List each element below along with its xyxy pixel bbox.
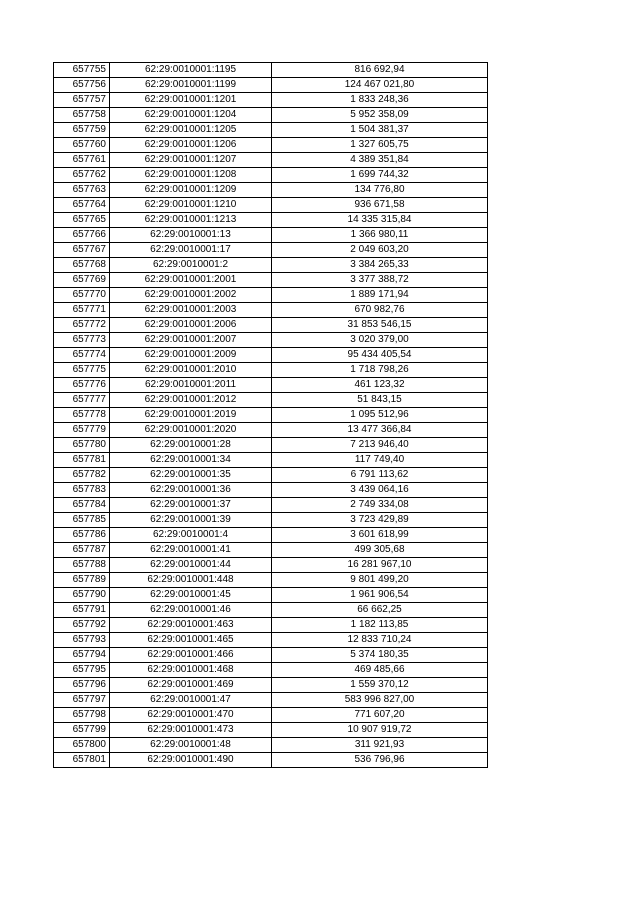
cadastral-value-cell: 13 477 366,84: [272, 423, 488, 438]
cadastral-value-cell: 499 305,68: [272, 543, 488, 558]
cadastral-number-cell: 62:29:0010001:34: [110, 453, 272, 468]
cadastral-value-cell: 3 020 379,00: [272, 333, 488, 348]
table-row: [54, 78, 488, 93]
cadastral-number-cell: 62:29:0010001:45: [110, 588, 272, 603]
table-row: [54, 183, 488, 198]
table-row: [54, 738, 488, 753]
cadastral-value-cell: 1 699 744,32: [272, 168, 488, 183]
table-row: [54, 483, 488, 498]
cadastral-value-cell: 461 123,32: [272, 378, 488, 393]
cadastral-value-cell: 771 607,20: [272, 708, 488, 723]
cadastral-number-cell: 62:29:0010001:1195: [110, 63, 272, 78]
table-row: [54, 273, 488, 288]
table-row: [54, 573, 488, 588]
row-id-cell: 657774: [54, 348, 110, 363]
table-row: [54, 453, 488, 468]
row-id-cell: 657758: [54, 108, 110, 123]
table-row: [54, 513, 488, 528]
cadastral-value-cell: 9 801 499,20: [272, 573, 488, 588]
cadastral-value-cell: 2 749 334,08: [272, 498, 488, 513]
table-row: [54, 258, 488, 273]
cadastral-value-cell: 1 366 980,11: [272, 228, 488, 243]
cadastral-value-cell: 134 776,80: [272, 183, 488, 198]
row-id-cell: 657785: [54, 513, 110, 528]
cadastral-value-cell: 31 853 546,15: [272, 318, 488, 333]
cadastral-value-cell: 3 384 265,33: [272, 258, 488, 273]
cadastral-value-cell: 5 374 180,35: [272, 648, 488, 663]
cadastral-number-cell: 62:29:0010001:465: [110, 633, 272, 648]
row-id-cell: 657800: [54, 738, 110, 753]
row-id-cell: 657763: [54, 183, 110, 198]
cadastral-number-cell: 62:29:0010001:39: [110, 513, 272, 528]
cadastral-number-cell: 62:29:0010001:4: [110, 528, 272, 543]
cadastral-value-cell: 1 559 370,12: [272, 678, 488, 693]
cadastral-value-cell: 5 952 358,09: [272, 108, 488, 123]
table-row: [54, 498, 488, 513]
table-row: [54, 123, 488, 138]
row-id-cell: 657798: [54, 708, 110, 723]
cadastral-number-cell: 62:29:0010001:36: [110, 483, 272, 498]
cadastral-number-cell: 62:29:0010001:2006: [110, 318, 272, 333]
cadastral-number-cell: 62:29:0010001:1207: [110, 153, 272, 168]
cadastral-value-cell: 1 833 248,36: [272, 93, 488, 108]
table-row: [54, 468, 488, 483]
table-row: [54, 528, 488, 543]
cadastral-number-cell: 62:29:0010001:470: [110, 708, 272, 723]
cadastral-number-cell: 62:29:0010001:1199: [110, 78, 272, 93]
cadastral-value-cell: 816 692,94: [272, 63, 488, 78]
cadastral-number-cell: 62:29:0010001:35: [110, 468, 272, 483]
cadastral-number-cell: 62:29:0010001:1213: [110, 213, 272, 228]
cadastral-value-cell: 3 723 429,89: [272, 513, 488, 528]
cadastral-value-cell: 6 791 113,62: [272, 468, 488, 483]
cadastral-number-cell: 62:29:0010001:2012: [110, 393, 272, 408]
table-row: [54, 753, 488, 768]
table-row: [54, 318, 488, 333]
cadastral-number-cell: 62:29:0010001:468: [110, 663, 272, 678]
cadastral-number-cell: 62:29:0010001:2019: [110, 408, 272, 423]
row-id-cell: 657760: [54, 138, 110, 153]
row-id-cell: 657788: [54, 558, 110, 573]
table-row: [54, 588, 488, 603]
cadastral-number-cell: 62:29:0010001:2020: [110, 423, 272, 438]
row-id-cell: 657771: [54, 303, 110, 318]
row-id-cell: 657792: [54, 618, 110, 633]
cadastral-number-cell: 62:29:0010001:1206: [110, 138, 272, 153]
table-row: [54, 438, 488, 453]
cadastral-value-table: [53, 62, 488, 768]
cadastral-value-cell: 1 327 605,75: [272, 138, 488, 153]
row-id-cell: 657781: [54, 453, 110, 468]
table-row: [54, 543, 488, 558]
cadastral-value-cell: 4 389 351,84: [272, 153, 488, 168]
cadastral-value-cell: 12 833 710,24: [272, 633, 488, 648]
cadastral-number-cell: 62:29:0010001:2007: [110, 333, 272, 348]
cadastral-value-cell: 7 213 946,40: [272, 438, 488, 453]
table-row: [54, 108, 488, 123]
row-id-cell: 657789: [54, 573, 110, 588]
row-id-cell: 657791: [54, 603, 110, 618]
cadastral-value-cell: 2 049 603,20: [272, 243, 488, 258]
cadastral-value-cell: 1 182 113,85: [272, 618, 488, 633]
cadastral-value-cell: 536 796,96: [272, 753, 488, 768]
cadastral-number-cell: 62:29:0010001:13: [110, 228, 272, 243]
row-id-cell: 657787: [54, 543, 110, 558]
row-id-cell: 657797: [54, 693, 110, 708]
cadastral-value-cell: 95 434 405,54: [272, 348, 488, 363]
table-row: [54, 333, 488, 348]
cadastral-number-cell: 62:29:0010001:469: [110, 678, 272, 693]
cadastral-value-cell: 583 996 827,00: [272, 693, 488, 708]
cadastral-value-cell: 3 439 064,16: [272, 483, 488, 498]
cadastral-number-cell: 62:29:0010001:28: [110, 438, 272, 453]
cadastral-number-cell: 62:29:0010001:37: [110, 498, 272, 513]
cadastral-value-cell: 1 889 171,94: [272, 288, 488, 303]
table-row: [54, 708, 488, 723]
table-body: [54, 63, 488, 768]
cadastral-number-cell: 62:29:0010001:44: [110, 558, 272, 573]
cadastral-number-cell: 62:29:0010001:2010: [110, 363, 272, 378]
cadastral-value-cell: 311 921,93: [272, 738, 488, 753]
table-row: [54, 378, 488, 393]
table-row: [54, 303, 488, 318]
row-id-cell: 657768: [54, 258, 110, 273]
table-row: [54, 393, 488, 408]
cadastral-number-cell: 62:29:0010001:1201: [110, 93, 272, 108]
row-id-cell: 657783: [54, 483, 110, 498]
cadastral-number-cell: 62:29:0010001:1209: [110, 183, 272, 198]
row-id-cell: 657782: [54, 468, 110, 483]
row-id-cell: 657801: [54, 753, 110, 768]
table-row: [54, 408, 488, 423]
cadastral-value-cell: 117 749,40: [272, 453, 488, 468]
row-id-cell: 657795: [54, 663, 110, 678]
row-id-cell: 657790: [54, 588, 110, 603]
row-id-cell: 657756: [54, 78, 110, 93]
row-id-cell: 657755: [54, 63, 110, 78]
table-row: [54, 93, 488, 108]
cadastral-value-cell: 3 601 618,99: [272, 528, 488, 543]
cadastral-number-cell: 62:29:0010001:2009: [110, 348, 272, 363]
row-id-cell: 657764: [54, 198, 110, 213]
row-id-cell: 657775: [54, 363, 110, 378]
row-id-cell: 657772: [54, 318, 110, 333]
cadastral-value-cell: 3 377 388,72: [272, 273, 488, 288]
table-row: [54, 213, 488, 228]
table-row: [54, 168, 488, 183]
row-id-cell: 657765: [54, 213, 110, 228]
table-row: [54, 648, 488, 663]
table-row: [54, 693, 488, 708]
table-row: [54, 63, 488, 78]
row-id-cell: 657784: [54, 498, 110, 513]
row-id-cell: 657773: [54, 333, 110, 348]
table-row: [54, 558, 488, 573]
cadastral-value-cell: 1 504 381,37: [272, 123, 488, 138]
row-id-cell: 657779: [54, 423, 110, 438]
row-id-cell: 657762: [54, 168, 110, 183]
cadastral-number-cell: 62:29:0010001:463: [110, 618, 272, 633]
cadastral-value-cell: 670 982,76: [272, 303, 488, 318]
cadastral-number-cell: 62:29:0010001:2003: [110, 303, 272, 318]
cadastral-value-cell: 1 095 512,96: [272, 408, 488, 423]
table-row: [54, 228, 488, 243]
cadastral-value-cell: 469 485,66: [272, 663, 488, 678]
row-id-cell: 657770: [54, 288, 110, 303]
table-row: [54, 243, 488, 258]
cadastral-number-cell: 62:29:0010001:2001: [110, 273, 272, 288]
cadastral-number-cell: 62:29:0010001:2011: [110, 378, 272, 393]
table-row: [54, 663, 488, 678]
row-id-cell: 657786: [54, 528, 110, 543]
table-row: [54, 153, 488, 168]
cadastral-value-cell: 16 281 967,10: [272, 558, 488, 573]
table-row: [54, 363, 488, 378]
table-row: [54, 603, 488, 618]
table-row: [54, 138, 488, 153]
table-row: [54, 633, 488, 648]
cadastral-number-cell: 62:29:0010001:2002: [110, 288, 272, 303]
cadastral-value-cell: 66 662,25: [272, 603, 488, 618]
cadastral-value-cell: 124 467 021,80: [272, 78, 488, 93]
cadastral-number-cell: 62:29:0010001:1204: [110, 108, 272, 123]
row-id-cell: 657794: [54, 648, 110, 663]
cadastral-number-cell: 62:29:0010001:473: [110, 723, 272, 738]
row-id-cell: 657793: [54, 633, 110, 648]
cadastral-value-cell: 1 961 906,54: [272, 588, 488, 603]
cadastral-number-cell: 62:29:0010001:466: [110, 648, 272, 663]
cadastral-number-cell: 62:29:0010001:1208: [110, 168, 272, 183]
cadastral-number-cell: 62:29:0010001:17: [110, 243, 272, 258]
table-row: [54, 198, 488, 213]
row-id-cell: 657776: [54, 378, 110, 393]
cadastral-value-cell: 10 907 919,72: [272, 723, 488, 738]
row-id-cell: 657780: [54, 438, 110, 453]
cadastral-value-cell: 51 843,15: [272, 393, 488, 408]
table-row: [54, 723, 488, 738]
row-id-cell: 657757: [54, 93, 110, 108]
cadastral-number-cell: 62:29:0010001:47: [110, 693, 272, 708]
table-row: [54, 678, 488, 693]
cadastral-number-cell: 62:29:0010001:490: [110, 753, 272, 768]
table-row: [54, 423, 488, 438]
cadastral-value-cell: 1 718 798,26: [272, 363, 488, 378]
cadastral-number-cell: 62:29:0010001:2: [110, 258, 272, 273]
cadastral-number-cell: 62:29:0010001:448: [110, 573, 272, 588]
row-id-cell: 657761: [54, 153, 110, 168]
cadastral-value-cell: 936 671,58: [272, 198, 488, 213]
table-row: [54, 618, 488, 633]
cadastral-number-cell: 62:29:0010001:48: [110, 738, 272, 753]
row-id-cell: 657799: [54, 723, 110, 738]
cadastral-number-cell: 62:29:0010001:41: [110, 543, 272, 558]
row-id-cell: 657777: [54, 393, 110, 408]
row-id-cell: 657767: [54, 243, 110, 258]
row-id-cell: 657778: [54, 408, 110, 423]
row-id-cell: 657766: [54, 228, 110, 243]
cadastral-number-cell: 62:29:0010001:46: [110, 603, 272, 618]
row-id-cell: 657796: [54, 678, 110, 693]
row-id-cell: 657759: [54, 123, 110, 138]
table-row: [54, 288, 488, 303]
cadastral-value-cell: 14 335 315,84: [272, 213, 488, 228]
table-row: [54, 348, 488, 363]
cadastral-number-cell: 62:29:0010001:1205: [110, 123, 272, 138]
row-id-cell: 657769: [54, 273, 110, 288]
cadastral-number-cell: 62:29:0010001:1210: [110, 198, 272, 213]
